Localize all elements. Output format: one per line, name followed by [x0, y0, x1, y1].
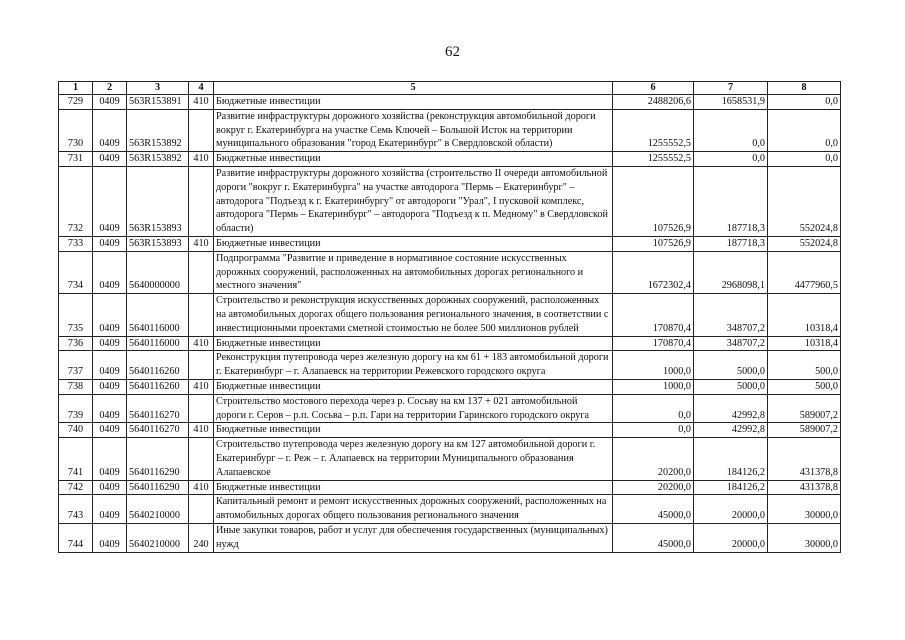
target-article-cell: 5640116000 — [127, 336, 189, 351]
amount-cell-col8: 0,0 — [768, 152, 841, 167]
section-code-cell: 0409 — [93, 109, 127, 151]
amount-cell-col8: 10318,4 — [768, 294, 841, 336]
expense-type-cell — [189, 109, 214, 151]
table-row — [59, 95, 841, 110]
amount-cell-col8: 431378,8 — [768, 438, 841, 480]
column-header: 3 — [127, 82, 189, 95]
column-header: 6 — [613, 82, 694, 95]
section-code-cell: 0409 — [93, 251, 127, 293]
row-number-cell: 735 — [59, 294, 93, 336]
amount-cell-col7: 0,0 — [694, 109, 768, 151]
expense-type-cell: 410 — [189, 480, 214, 495]
amount-cell-col6: 1672302,4 — [613, 251, 694, 293]
target-article-cell: 5640210000 — [127, 495, 189, 524]
target-article-cell: 5640116270 — [127, 394, 189, 423]
item-name-cell: Строительство мостового перехода через р. Сосьву на км 137 + 021 автомобильной дороги г. Серов – р.п. Сосьва – р.п. Гари на территории Гаринского городского округа — [214, 394, 613, 423]
amount-cell-col7: 0,0 — [694, 152, 768, 167]
amount-cell-col8: 0,0 — [768, 95, 841, 110]
amount-cell-col8: 10318,4 — [768, 336, 841, 351]
amount-cell-col6: 1000,0 — [613, 379, 694, 394]
table-row — [59, 166, 841, 236]
section-code-cell: 0409 — [93, 423, 127, 438]
amount-cell-col7: 187718,3 — [694, 166, 768, 236]
expense-type-cell: 410 — [189, 379, 214, 394]
item-name-cell: Бюджетные инвестиции — [214, 336, 613, 351]
item-name-cell: Иные закупки товаров, работ и услуг для обеспечения государственных (муниципальных) нужд — [214, 523, 613, 552]
item-name-cell: Реконструкция путепровода через железную дорогу на км 61 + 183 автомобильной дороги г. Екатеринбург – г. Алапаевск на территории Режевского городского округа — [214, 351, 613, 380]
amount-cell-col8: 589007,2 — [768, 423, 841, 438]
amount-cell-col6: 1000,0 — [613, 351, 694, 380]
expense-type-cell — [189, 495, 214, 524]
row-number-cell: 738 — [59, 379, 93, 394]
table-row — [59, 480, 841, 495]
target-article-cell: 563R153892 — [127, 152, 189, 167]
amount-cell-col6: 0,0 — [613, 394, 694, 423]
item-name-cell: Строительство и реконструкция искусственных дорожных сооружений, расположенных на автомобильных дорогах общего пользования регионального значения, в соответствии с инвестиционными проектами сметной стоимостью не более 500 миллионов рублей — [214, 294, 613, 336]
amount-cell-col7: 5000,0 — [694, 351, 768, 380]
expense-type-cell: 410 — [189, 152, 214, 167]
table-row — [59, 336, 841, 351]
table-body — [59, 95, 841, 553]
row-number-cell: 741 — [59, 438, 93, 480]
target-article-cell: 563R153893 — [127, 236, 189, 251]
target-article-cell: 5640116290 — [127, 438, 189, 480]
item-name-cell: Бюджетные инвестиции — [214, 379, 613, 394]
table-row — [59, 379, 841, 394]
amount-cell-col8: 552024,8 — [768, 236, 841, 251]
row-number-cell: 736 — [59, 336, 93, 351]
amount-cell-col6: 45000,0 — [613, 495, 694, 524]
expense-type-cell: 410 — [189, 95, 214, 110]
table-row — [59, 351, 841, 380]
item-name-cell: Развитие инфраструктуры дорожного хозяйства (реконструкция автомобильной дороги вокруг г. Екатеринбурга на участке Семь Ключей – Большой Исток на территории муниципального образования "город Екатеринбург" в Свердловской области) — [214, 109, 613, 151]
amount-cell-col8: 500,0 — [768, 379, 841, 394]
amount-cell-col7: 184126,2 — [694, 438, 768, 480]
item-name-cell: Капитальный ремонт и ремонт искусственных дорожных сооружений, расположенных на автомобильных дорогах общего пользования регионального значения — [214, 495, 613, 524]
amount-cell-col8: 30000,0 — [768, 495, 841, 524]
amount-cell-col7: 5000,0 — [694, 379, 768, 394]
table-row — [59, 394, 841, 423]
amount-cell-col8: 500,0 — [768, 351, 841, 380]
item-name-cell: Бюджетные инвестиции — [214, 236, 613, 251]
target-article-cell: 5640116270 — [127, 423, 189, 438]
amount-cell-col8: 589007,2 — [768, 394, 841, 423]
column-header: 1 — [59, 82, 93, 95]
target-article-cell: 5640000000 — [127, 251, 189, 293]
amount-cell-col7: 1658531,9 — [694, 95, 768, 110]
target-article-cell: 563R153892 — [127, 109, 189, 151]
row-number-cell: 737 — [59, 351, 93, 380]
expense-type-cell: 410 — [189, 236, 214, 251]
column-header: 4 — [189, 82, 214, 95]
budget-table — [58, 81, 841, 553]
expense-type-cell: 240 — [189, 523, 214, 552]
row-number-cell: 732 — [59, 166, 93, 236]
column-header: 7 — [694, 82, 768, 95]
amount-cell-col8: 4477960,5 — [768, 251, 841, 293]
amount-cell-col6: 20200,0 — [613, 480, 694, 495]
item-name-cell: Развитие инфраструктуры дорожного хозяйства (строительство II очереди автомобильной дороги "вокруг г. Екатеринбурга" на участке автодорога "Пермь – Екатеринбург" – автодорога "Подъезд к г. Екатеринбургу" от автодороги "Урал", I пусковой комплекс, автодорога "Пермь – Екатеринбург" – автодорога "Подъезд к п. Медному" в Свердловской области) — [214, 166, 613, 236]
amount-cell-col7: 20000,0 — [694, 523, 768, 552]
section-code-cell: 0409 — [93, 523, 127, 552]
item-name-cell: Бюджетные инвестиции — [214, 152, 613, 167]
table-row — [59, 495, 841, 524]
section-code-cell: 0409 — [93, 495, 127, 524]
target-article-cell: 5640116290 — [127, 480, 189, 495]
target-article-cell: 5640116000 — [127, 294, 189, 336]
item-name-cell: Бюджетные инвестиции — [214, 95, 613, 110]
expense-type-cell — [189, 394, 214, 423]
target-article-cell: 5640116260 — [127, 351, 189, 380]
amount-cell-col6: 1255552,5 — [613, 152, 694, 167]
item-name-cell: Подпрограмма "Развитие и приведение в нормативное состояние искусственных дорожных сооружений, расположенных на автомобильных дорогах регионального и местного значения" — [214, 251, 613, 293]
section-code-cell: 0409 — [93, 438, 127, 480]
column-header: 8 — [768, 82, 841, 95]
amount-cell-col6: 107526,9 — [613, 236, 694, 251]
section-code-cell: 0409 — [93, 336, 127, 351]
table-row — [59, 109, 841, 151]
section-code-cell: 0409 — [93, 166, 127, 236]
amount-cell-col6: 170870,4 — [613, 294, 694, 336]
header-row — [59, 82, 841, 95]
section-code-cell: 0409 — [93, 379, 127, 394]
expense-type-cell — [189, 166, 214, 236]
table-row — [59, 251, 841, 293]
table-row — [59, 236, 841, 251]
amount-cell-col8: 552024,8 — [768, 166, 841, 236]
page-number: 62 — [445, 44, 460, 60]
column-header: 2 — [93, 82, 127, 95]
amount-cell-col7: 42992,8 — [694, 394, 768, 423]
row-number-cell: 729 — [59, 95, 93, 110]
section-code-cell: 0409 — [93, 394, 127, 423]
amount-cell-col7: 348707,2 — [694, 294, 768, 336]
table-row — [59, 523, 841, 552]
row-number-cell: 730 — [59, 109, 93, 151]
table-row — [59, 423, 841, 438]
expense-type-cell — [189, 351, 214, 380]
amount-cell-col7: 2968098,1 — [694, 251, 768, 293]
amount-cell-col8: 30000,0 — [768, 523, 841, 552]
row-number-cell: 743 — [59, 495, 93, 524]
row-number-cell: 739 — [59, 394, 93, 423]
section-code-cell: 0409 — [93, 480, 127, 495]
amount-cell-col7: 20000,0 — [694, 495, 768, 524]
row-number-cell: 740 — [59, 423, 93, 438]
row-number-cell: 731 — [59, 152, 93, 167]
target-article-cell: 563R153891 — [127, 95, 189, 110]
amount-cell-col6: 0,0 — [613, 423, 694, 438]
amount-cell-col8: 431378,8 — [768, 480, 841, 495]
column-header: 5 — [214, 82, 613, 95]
row-number-cell: 734 — [59, 251, 93, 293]
amount-cell-col7: 348707,2 — [694, 336, 768, 351]
expense-type-cell: 410 — [189, 336, 214, 351]
section-code-cell: 0409 — [93, 294, 127, 336]
target-article-cell: 5640210000 — [127, 523, 189, 552]
amount-cell-col7: 184126,2 — [694, 480, 768, 495]
target-article-cell: 563R153893 — [127, 166, 189, 236]
table-row — [59, 152, 841, 167]
expense-type-cell — [189, 294, 214, 336]
item-name-cell: Строительство путепровода через железную дорогу на км 127 автомобильной дороги г. Екатеринбург – г. Реж – г. Алапаевск на территории Муниципального образования Алапаевское — [214, 438, 613, 480]
table-row — [59, 438, 841, 480]
item-name-cell: Бюджетные инвестиции — [214, 423, 613, 438]
row-number-cell: 733 — [59, 236, 93, 251]
amount-cell-col7: 42992,8 — [694, 423, 768, 438]
section-code-cell: 0409 — [93, 95, 127, 110]
amount-cell-col6: 2488206,6 — [613, 95, 694, 110]
expense-type-cell — [189, 438, 214, 480]
expense-type-cell — [189, 251, 214, 293]
amount-cell-col6: 107526,9 — [613, 166, 694, 236]
section-code-cell: 0409 — [93, 236, 127, 251]
amount-cell-col8: 0,0 — [768, 109, 841, 151]
item-name-cell: Бюджетные инвестиции — [214, 480, 613, 495]
expense-type-cell: 410 — [189, 423, 214, 438]
target-article-cell: 5640116260 — [127, 379, 189, 394]
amount-cell-col6: 20200,0 — [613, 438, 694, 480]
row-number-cell: 744 — [59, 523, 93, 552]
amount-cell-col6: 1255552,5 — [613, 109, 694, 151]
amount-cell-col6: 45000,0 — [613, 523, 694, 552]
amount-cell-col7: 187718,3 — [694, 236, 768, 251]
section-code-cell: 0409 — [93, 152, 127, 167]
section-code-cell: 0409 — [93, 351, 127, 380]
row-number-cell: 742 — [59, 480, 93, 495]
table-row — [59, 294, 841, 336]
amount-cell-col6: 170870,4 — [613, 336, 694, 351]
